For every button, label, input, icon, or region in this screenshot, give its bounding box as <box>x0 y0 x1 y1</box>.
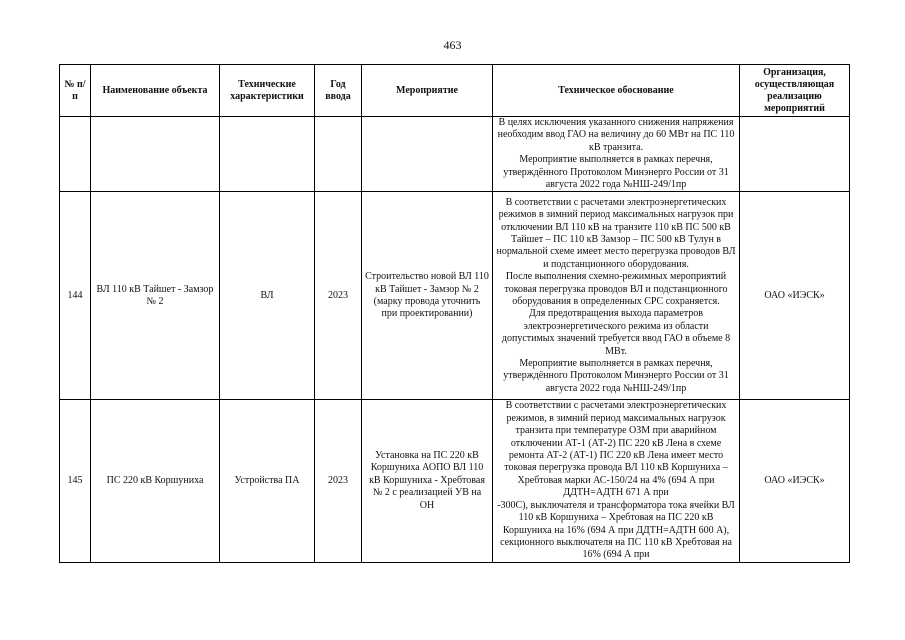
cell-object-name: ВЛ 110 кВ Тайшет - Замзор № 2 <box>91 192 220 400</box>
cell-num: 145 <box>60 400 91 562</box>
measures-table <box>59 64 850 563</box>
cell-tech: Устройства ПА <box>220 400 315 562</box>
table-row <box>60 400 850 562</box>
header-object-name: Наименование объекта <box>91 65 220 117</box>
justification-paragraph: Мероприятие выполняется в рамках перечня, утверждённого Протоколом Минэнерго России от 31 августа 2022 года №НШ-249/1пр <box>503 154 729 191</box>
header-tech-characteristics: Технические характеристики <box>220 65 315 117</box>
cell-measure <box>362 117 493 192</box>
cell-year <box>315 117 362 192</box>
table-header-row <box>60 65 850 117</box>
justification-paragraph: -300С), выключателя и трансформатора тока ячейки ВЛ 110 кВ Коршуниха – Хребтовая на ПС 220 кВ Коршуниха на 16% (694 А при ДДТН=АДТН 600 А), секционного выключателя на ПС 110 кВ Хребтовая на 16% (694 А при <box>497 499 735 561</box>
justification-paragraph: После выполнения схемно-режимных мероприятий токовая перегрузка проводов ВЛ и подстанционного оборудования в определенных СРС сохраняется. <box>504 271 728 307</box>
cell-organization: ОАО «ИЭСК» <box>740 192 850 400</box>
header-year: Год ввода <box>315 65 362 117</box>
justification-paragraph: В соответствии с расчетами электроэнергетических режимов в зимний период максимальных нагрузок при отключении ВЛ 110 кВ на транзите 110 кВ ПС 500 кВ Тайшет – ПС 110 кВ Замзор – ПС 500 кВ Тулун в нормальной схеме имеет место перегрузка проводов ВЛ и подстанционного оборудования. <box>496 196 736 270</box>
header-justification: Техническое обоснование <box>493 65 740 117</box>
cell-num <box>60 117 91 192</box>
justification-paragraph: Мероприятие выполняется в рамках перечня, утверждённого Протоколом Минэнерго России от 31 августа 2022 года №НШ-249/1пр <box>503 357 729 394</box>
cell-num: 144 <box>60 192 91 400</box>
header-organization: Организация, осуществляющая реализацию мероприятий <box>740 65 850 117</box>
cell-tech: ВЛ <box>220 192 315 400</box>
cell-measure: Установка на ПС 220 кВ Коршуниха АОПО ВЛ 110 кВ Коршуниха - Хребтовая № 2 с реализацией УВ на ОН <box>362 400 493 562</box>
header-num: № п/п <box>60 65 91 117</box>
cell-justification <box>493 400 740 562</box>
cell-justification <box>493 117 740 192</box>
cell-justification <box>493 192 740 400</box>
table-row <box>60 192 850 400</box>
cell-year: 2023 <box>315 400 362 562</box>
cell-organization <box>740 117 850 192</box>
cell-year: 2023 <box>315 192 362 400</box>
header-measure: Мероприятие <box>362 65 493 117</box>
table-row <box>60 117 850 192</box>
justification-paragraph: В целях исключения указанного снижения напряжения необходим ввод ГАО на величину до 60 МВт на ПС 110 кВ транзита. <box>497 117 735 153</box>
cell-measure: Строительство новой ВЛ 110 кВ Тайшет - Замзор № 2 (марку провода уточнить при проектировании) <box>362 192 493 400</box>
cell-tech <box>220 117 315 192</box>
justification-paragraph: Для предотвращения выхода параметров электроэнергетического режима из области допустимых значений требуется ввод ГАО в объеме 8 МВт. <box>501 308 731 357</box>
cell-organization: ОАО «ИЭСК» <box>740 400 850 562</box>
cell-object-name <box>91 117 220 192</box>
cell-object-name: ПС 220 кВ Коршуниха <box>91 400 220 562</box>
justification-paragraph: В соответствии с расчетами электроэнергетических режимов, в зимний период максимальных нагрузок транзита при температуре ОЗМ при аварийном отключении АТ-1 (АТ-2) ПС 220 кВ Лена в схеме ремонта АТ-2 (АТ-1) ПС 220 кВ Лена имеет место токовая перегрузка провода ВЛ 110 кВ Коршуниха – Хребтовая марки АС-150/24 на 4% (694 А при ДДТН=АДТН 671 А при <box>504 400 728 499</box>
page-number: 463 <box>443 38 462 52</box>
